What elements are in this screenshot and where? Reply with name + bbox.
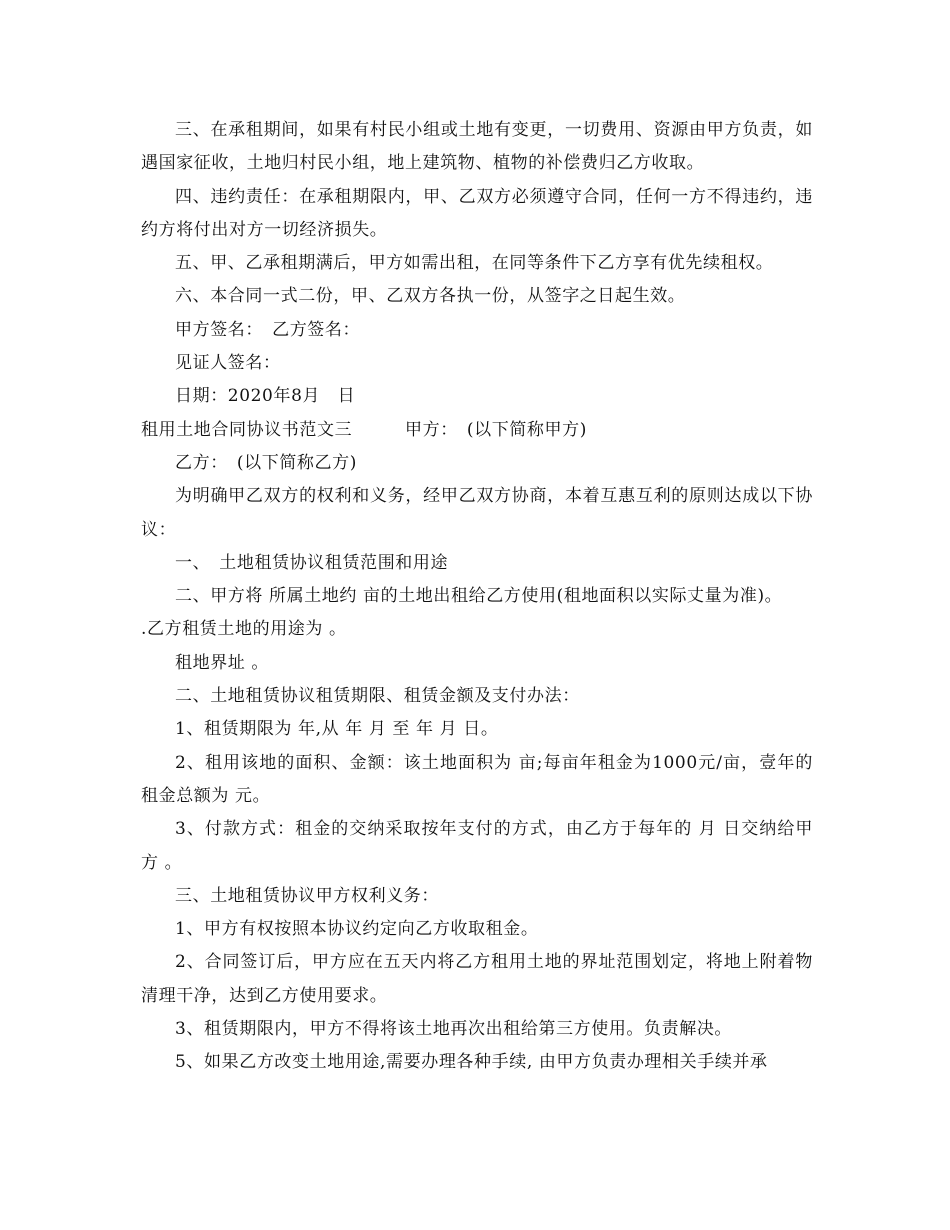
paragraph: 2、租用该地的面积、金额：该土地面积为 亩;每亩年租金为1000元/亩，壹年的租金总额为 元。 [141,752,813,806]
paragraph: 六、本合同一式二份，甲、乙双方各执一份，从签字之日起生效。 [175,286,686,307]
section-title: 租用土地合同协议书范文三 甲方： (以下简称甲方) [141,419,587,440]
paragraph: 租地界址 。 [175,652,270,673]
clause-heading: 三、土地租赁协议甲方权利义务： [175,885,439,906]
paragraph: 四、违约责任：在承租期限内，甲、乙双方必须遵守合同，任何一方不得违约，违约方将付出对方一切经济损失。 [141,186,813,240]
date-line: 日期：2020年8月 日 [175,386,356,407]
paragraph: 3、付款方式：租金的交纳采取按年支付的方式，由乙方于每年的 月 日交纳给甲方 。 [141,819,813,873]
paragraph: 5、如果乙方改变土地用途,需要办理各种手续, 由甲方负责办理相关手续并承 [175,1052,768,1073]
clause-heading: 二、土地租赁协议租赁期限、租赁金额及支付办法： [175,686,580,707]
signature-line: 甲方签名： 乙方签名： [175,319,361,340]
clause-heading: 一、 土地租赁协议租赁范围和用途 [175,552,449,573]
paragraph: .乙方租赁土地的用途为 。 [141,619,347,640]
document-body [141,114,813,1080]
paragraph: 1、租赁期限为 年,从 年 月 至 年 月 日。 [175,719,499,740]
paragraph: 二、甲方将 所属土地约 亩的土地出租给乙方使用(租地面积以实际丈量为准)。 [175,586,783,607]
paragraph: 1、甲方有权按照本协议约定向乙方收取租金。 [175,919,539,940]
paragraph: 3、租赁期限内，甲方不得将该土地再次出租给第三方使用。负责解决。 [175,1019,733,1040]
party-b-line: 乙方： (以下简称乙方) [175,452,357,473]
paragraph: 2、合同签订后，甲方应在五天内将乙方租用土地的界址范围划定，将地上附着物清理干净，达到乙方使用要求。 [141,952,813,1006]
paragraph: 三、在承租期间，如果有村民小组或土地有变更，一切费用、资源由甲方负责，如遇国家征收，土地归村民小组，地上建筑物、植物的补偿费归乙方收取。 [141,120,813,174]
paragraph: 五、甲、乙承租期满后，甲方如需出租，在同等条件下乙方享有优先续租权。 [175,253,774,274]
paragraph: 为明确甲乙双方的权利和义务，经甲乙双方协商，本着互惠互利的原则达成以下协议： [141,486,813,540]
witness-line: 见证人签名： [175,353,281,374]
